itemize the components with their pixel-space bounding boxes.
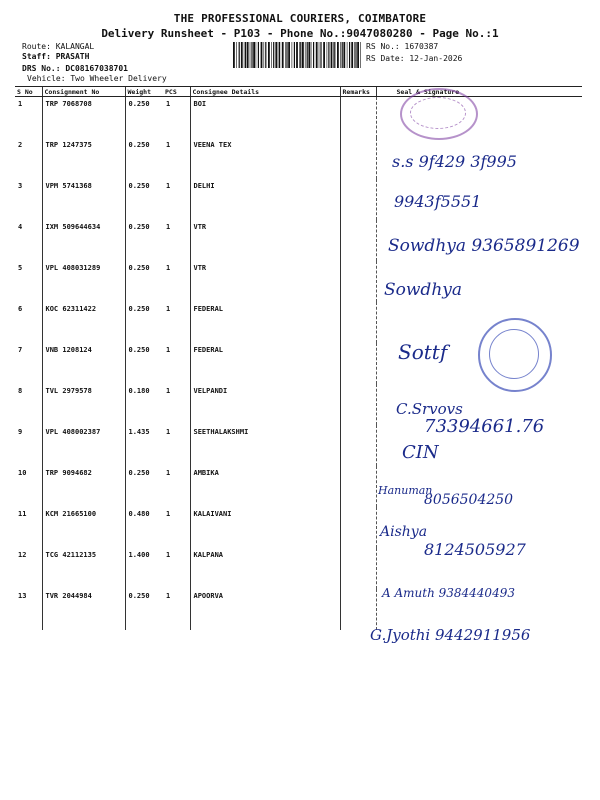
barcode-bar — [265, 42, 266, 68]
barcode-bar — [285, 42, 286, 68]
row-consignment-no: KCM 21665100 — [42, 507, 125, 548]
row-consignee: VEENA TEX — [190, 138, 340, 179]
signature-row-9-name: CIN — [402, 442, 439, 463]
row-sno: 2 — [18, 141, 23, 149]
row-weight: 0.250 — [125, 220, 163, 261]
row-weight: 0.480 — [125, 507, 163, 548]
row-consignment-no: VPL 408002387 — [42, 425, 125, 466]
row-consignee: VTR — [190, 261, 340, 302]
signature-row-2: s.s 9f429 3f995 — [392, 152, 517, 171]
barcode-bar — [278, 42, 279, 68]
row-remarks — [340, 466, 376, 507]
table-row — [15, 261, 582, 302]
row-weight: 0.250 — [125, 466, 163, 507]
barcode-bar — [360, 42, 361, 68]
row-sno: 3 — [18, 182, 23, 190]
row-consignee: BOI — [190, 97, 340, 139]
courier-stamp-round — [478, 318, 552, 392]
signature-row-11-name: Aishya — [380, 524, 428, 540]
barcode-bar — [327, 42, 328, 68]
barcode-bar — [251, 42, 252, 68]
signature-row-10-number: 8056504250 — [424, 492, 514, 508]
barcode-bar — [307, 42, 308, 68]
signature-row-5: Sowdhya — [384, 280, 463, 300]
row-weight: 0.180 — [125, 384, 163, 425]
barcode-bar — [337, 42, 339, 68]
barcode-bar — [264, 42, 265, 68]
barcode-bar — [308, 42, 310, 68]
row-sno: 13 — [18, 592, 27, 600]
row-consignment-no: VNB 1208124 — [42, 343, 125, 384]
row-sno: 1 — [18, 100, 23, 108]
row-consignment-no: KOC 62311422 — [42, 302, 125, 343]
barcode-bar — [268, 42, 270, 68]
courier-stamp-top — [400, 88, 478, 140]
row-remarks — [340, 384, 376, 425]
row-remarks — [340, 179, 376, 220]
barcode-bar — [305, 42, 306, 68]
barcode-bar — [313, 42, 314, 68]
barcode-bar — [282, 42, 284, 68]
row-pcs: 1 — [166, 592, 171, 600]
col-consignee: Consignee Details — [190, 87, 340, 97]
signature-row-3: 9943f5551 — [394, 192, 482, 211]
row-consignment-no: VPM 5741368 — [42, 179, 125, 220]
signature-row-4: Sowdhya 9365891269 — [388, 236, 580, 256]
barcode-bar — [247, 42, 249, 68]
barcode-bar — [355, 42, 356, 68]
barcode-bar — [340, 42, 341, 68]
row-weight: 0.250 — [125, 261, 163, 302]
row-consignee: KALPANA — [190, 548, 340, 589]
barcode-bar — [279, 42, 280, 68]
barcode-bar — [300, 42, 301, 68]
row-remarks — [340, 220, 376, 261]
barcode-bar — [294, 42, 295, 68]
barcode-bar — [316, 42, 318, 68]
row-remarks — [340, 589, 376, 630]
barcode-bar — [334, 42, 335, 68]
col-weight: Weight — [125, 87, 163, 97]
row-pcs: 1 — [166, 141, 171, 149]
row-pcs: 1 — [166, 469, 171, 477]
row-sno: 4 — [18, 223, 23, 231]
barcode-bar — [349, 42, 350, 68]
row-pcs: 1 — [166, 387, 171, 395]
table-row — [15, 97, 582, 139]
row-remarks — [340, 548, 376, 589]
barcode-bar — [233, 42, 235, 68]
row-weight: 0.250 — [125, 302, 163, 343]
row-pcs: 1 — [166, 428, 171, 436]
barcode-bar — [244, 42, 245, 68]
row-consignee: VTR — [190, 220, 340, 261]
barcode-bar — [271, 42, 272, 68]
barcode-bar — [241, 42, 243, 68]
row-consignee: FEDERAL — [190, 302, 340, 343]
drs-number: DRS No.: DC08167038701 — [22, 64, 128, 73]
barcode-bar — [253, 42, 255, 68]
signature-row-10-name: Hanuman — [378, 484, 433, 497]
row-sno: 5 — [18, 264, 23, 272]
row-consignment-no: TVR 2044984 — [42, 589, 125, 630]
signature-row-13: G.Jyothi 9442911956 — [370, 626, 531, 644]
row-remarks — [340, 343, 376, 384]
signature-row-7: Sottf — [398, 340, 448, 364]
row-pcs: 1 — [166, 346, 171, 354]
barcode — [233, 42, 361, 68]
row-remarks — [340, 97, 376, 139]
barcode-bar — [328, 42, 329, 68]
barcode-bar — [261, 42, 263, 68]
barcode-bar — [319, 42, 320, 68]
signature-row-8: C.Srvovs — [396, 400, 463, 418]
row-sno: 8 — [18, 387, 23, 395]
row-pcs: 1 — [166, 100, 171, 108]
barcode-bar — [250, 42, 251, 68]
row-weight: 0.250 — [125, 179, 163, 220]
row-consignee: DELHI — [190, 179, 340, 220]
row-remarks — [340, 507, 376, 548]
barcode-bar — [302, 42, 304, 68]
barcode-bar — [275, 42, 277, 68]
row-pcs: 1 — [166, 551, 171, 559]
barcode-bar — [357, 42, 359, 68]
barcode-bar — [239, 42, 240, 68]
barcode-bar — [292, 42, 293, 68]
row-consignment-no: IXM 509644634 — [42, 220, 125, 261]
col-sno: S No — [15, 87, 42, 97]
company-title: THE PROFESSIONAL COURIERS, COIMBATORE — [173, 12, 427, 25]
barcode-bar — [347, 42, 348, 68]
barcode-bar — [320, 42, 321, 68]
row-sno: 7 — [18, 346, 23, 354]
row-consignee: FEDERAL — [190, 343, 340, 384]
row-pcs: 1 — [166, 223, 171, 231]
row-sno: 6 — [18, 305, 23, 313]
col-seal: Seal & Signature — [376, 87, 582, 97]
table-header-row — [15, 87, 582, 97]
rs-number: RS No.: 1670387 — [366, 42, 439, 51]
barcode-bar — [245, 42, 246, 68]
barcode-bar — [351, 42, 353, 68]
barcode-bar — [299, 42, 300, 68]
row-consignee: AMBIKA — [190, 466, 340, 507]
barcode-bar — [331, 42, 333, 68]
barcode-bar — [342, 42, 343, 68]
row-weight: 0.250 — [125, 589, 163, 630]
barcode-bar — [288, 42, 290, 68]
staff-label: Staff: PRASATH — [22, 52, 90, 61]
row-consignment-no: TRP 7068708 — [42, 97, 125, 139]
barcode-bar — [236, 42, 237, 68]
barcode-bar — [258, 42, 259, 68]
row-consignment-no: TRP 1247375 — [42, 138, 125, 179]
signature-row-11-number: 8124505927 — [424, 540, 526, 559]
barcode-bar — [311, 42, 312, 68]
signature-row-12: A Amuth 9384440493 — [382, 586, 515, 600]
barcode-bar — [273, 42, 274, 68]
row-weight: 0.250 — [125, 138, 163, 179]
barcode-bar — [354, 42, 355, 68]
row-pcs: 1 — [166, 264, 171, 272]
col-remarks: Remarks — [340, 87, 376, 97]
table-row — [15, 179, 582, 220]
row-consignee: VELPANDI — [190, 384, 340, 425]
route-label: Route: KALANGAL — [22, 42, 95, 51]
row-sno: 11 — [18, 510, 27, 518]
vehicle-label: Vehicle: Two Wheeler Delivery — [27, 74, 167, 83]
row-consignee: KALAIVANI — [190, 507, 340, 548]
row-pcs: 1 — [166, 305, 171, 313]
row-weight: 0.250 — [125, 97, 163, 139]
runsheet-subtitle: Delivery Runsheet - P103 - Phone No.:9047080280 - Page No.:1 — [101, 27, 499, 40]
row-consignment-no: VPL 408031289 — [42, 261, 125, 302]
row-weight: 1.435 — [125, 425, 163, 466]
row-sno: 12 — [18, 551, 27, 559]
row-remarks — [340, 425, 376, 466]
barcode-bar — [296, 42, 298, 68]
barcode-bar — [323, 42, 325, 68]
row-consignee: SEETHALAKSHMI — [190, 425, 340, 466]
col-consignment: Consignment No — [42, 87, 125, 97]
row-remarks — [340, 302, 376, 343]
barcode-bar — [333, 42, 334, 68]
rs-date: RS Date: 12-Jan-2026 — [366, 54, 463, 63]
row-remarks — [340, 138, 376, 179]
barcode-bar — [256, 42, 257, 68]
row-consignment-no: TRP 9094682 — [42, 466, 125, 507]
barcode-bar — [286, 42, 287, 68]
row-weight: 0.250 — [125, 343, 163, 384]
row-sno: 10 — [18, 469, 27, 477]
row-consignment-no: TVL 2979578 — [42, 384, 125, 425]
row-weight: 1.400 — [125, 548, 163, 589]
row-remarks — [340, 261, 376, 302]
row-consignee: APOORVA — [190, 589, 340, 630]
row-pcs: 1 — [166, 182, 171, 190]
barcode-bar — [343, 42, 345, 68]
row-signature — [376, 302, 582, 343]
row-pcs: 1 — [166, 510, 171, 518]
col-pcs: PCS — [163, 87, 190, 97]
signature-row-9-number: 73394661.76 — [424, 416, 545, 437]
row-consignment-no: TCG 42112135 — [42, 548, 125, 589]
row-sno: 9 — [18, 428, 23, 436]
